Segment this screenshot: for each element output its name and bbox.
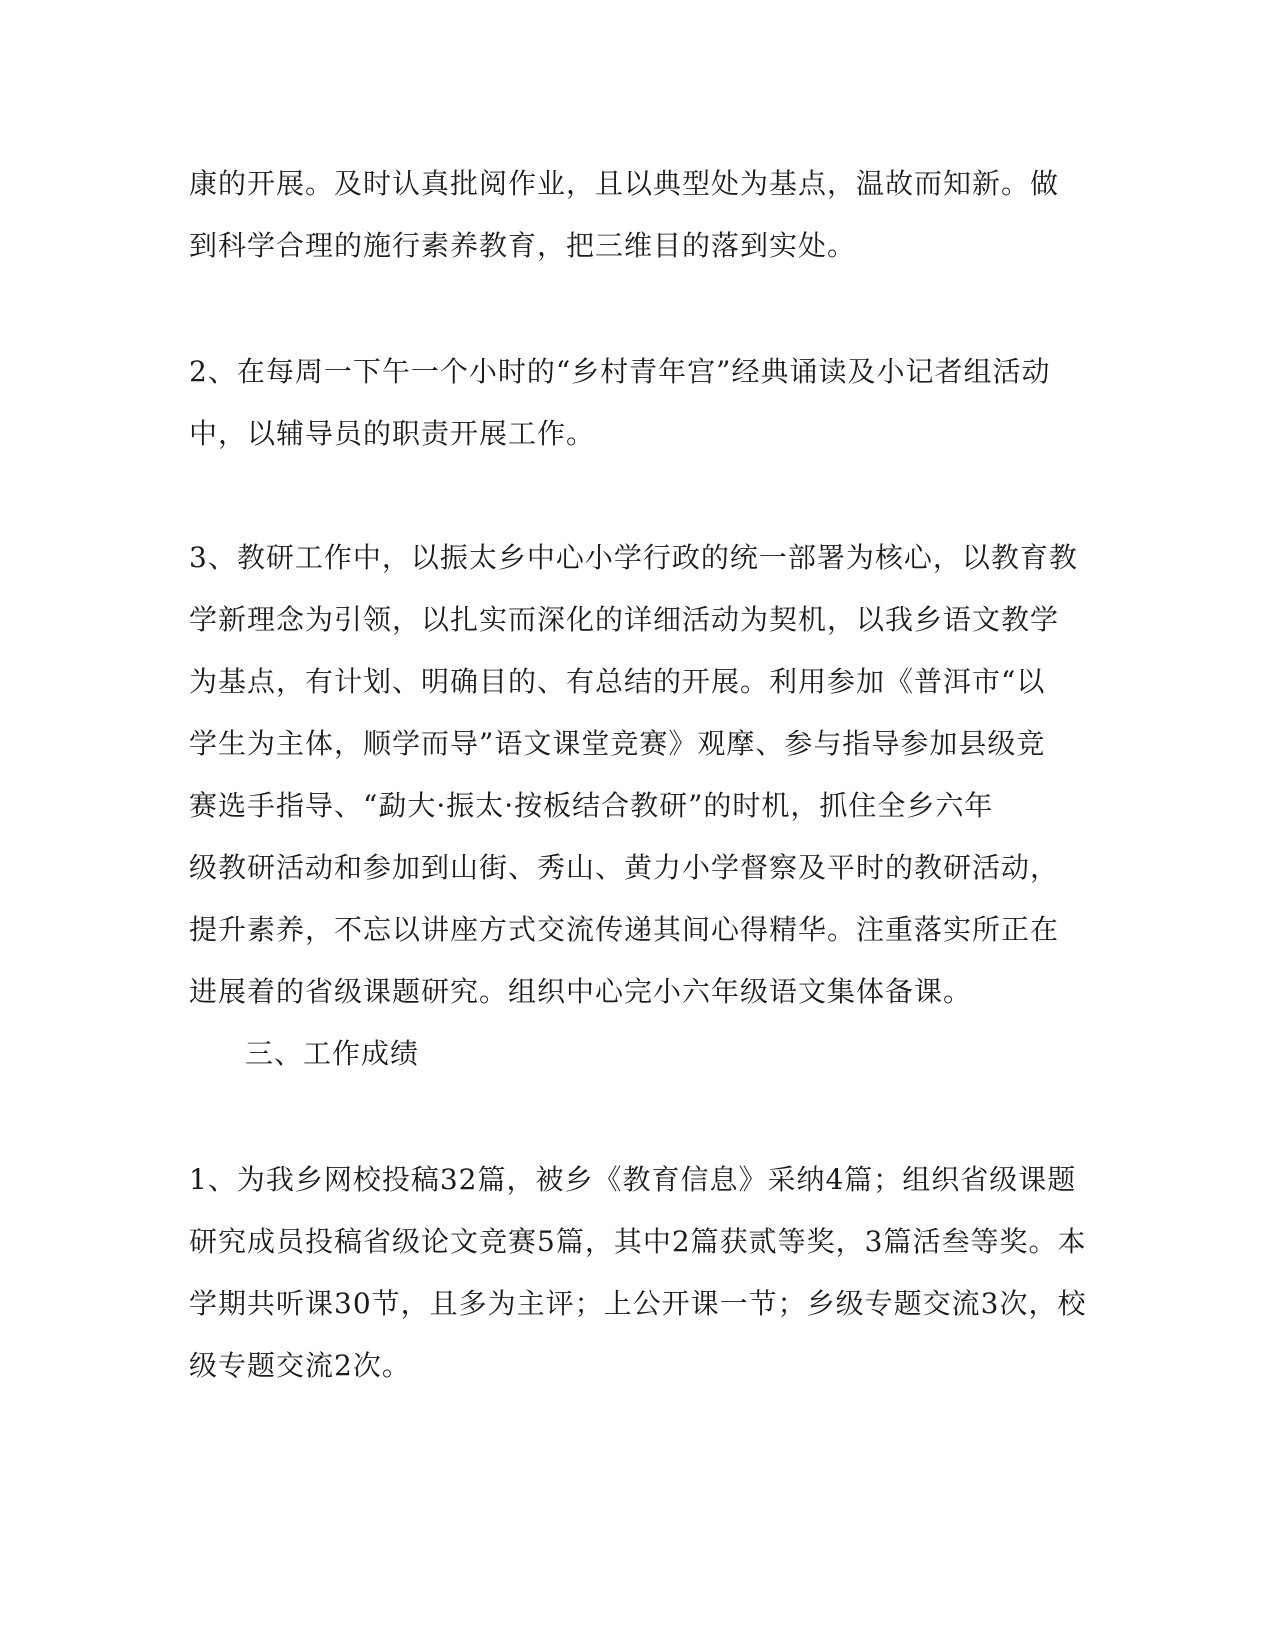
paragraph-3-line-4: 学生为主体，顺学而导”语文课堂竞赛》观摩、参与指导参加县级竞 <box>189 727 1046 760</box>
paragraph-3-line-5: 赛选手指导、“勐大·振太·按板结合教研”的时机，抓住全乡六年 <box>189 789 994 822</box>
paragraph-1-line-2: 到科学合理的施行素养教育，把三维目的落到实处。 <box>189 229 857 262</box>
paragraph-3-line-1: 3、教研工作中，以振太乡中心小学行政的统一部署为核心，以教育教 <box>189 541 1078 574</box>
paragraph-3-line-3: 为基点，有计划、明确目的、有总结的开展。利用参加《普洱市“以 <box>189 665 1046 698</box>
paragraph-2-line-1: 2、在每周一下午一个小时的“乡村青年宫”经典诵读及小记者组活动 <box>189 355 1051 388</box>
section-heading-3: 三、工作成绩 <box>245 1037 420 1070</box>
paragraph-3-line-6: 级教研活动和参加到山街、秀山、黄力小学督察及平时的教研活动， <box>189 851 1060 884</box>
paragraph-3-line-2: 学新理念为引领，以扎实而深化的详细活动为契机，以我乡语文教学 <box>189 603 1060 636</box>
paragraph-4-line-3: 学期共听课30节，且多为主评；上公开课一节；乡级专题交流3次，校 <box>189 1287 1087 1320</box>
paragraph-3-line-7: 提升素养，不忘以讲座方式交流传递其间心得精华。注重落实所正在 <box>189 913 1060 946</box>
paragraph-4-line-4: 级专题交流2次。 <box>189 1349 411 1382</box>
paragraph-4-line-1: 1、为我乡网校投稿32篇，被乡《教育信息》采纳4篇；组织省级课题 <box>189 1163 1077 1196</box>
paragraph-2-line-2: 中，以辅导员的职责开展工作。 <box>189 417 596 450</box>
paragraph-3-line-8: 进展着的省级课题研究。组织中心完小六年级语文集体备课。 <box>189 975 973 1008</box>
paragraph-1-line-1: 康的开展。及时认真批阅作业，且以典型处为基点，温故而知新。做 <box>189 167 1060 200</box>
paragraph-4-line-2: 研究成员投稿省级论文竞赛5篇，其中2篇获贰等奖，3篇活叁等奖。本 <box>189 1225 1087 1258</box>
